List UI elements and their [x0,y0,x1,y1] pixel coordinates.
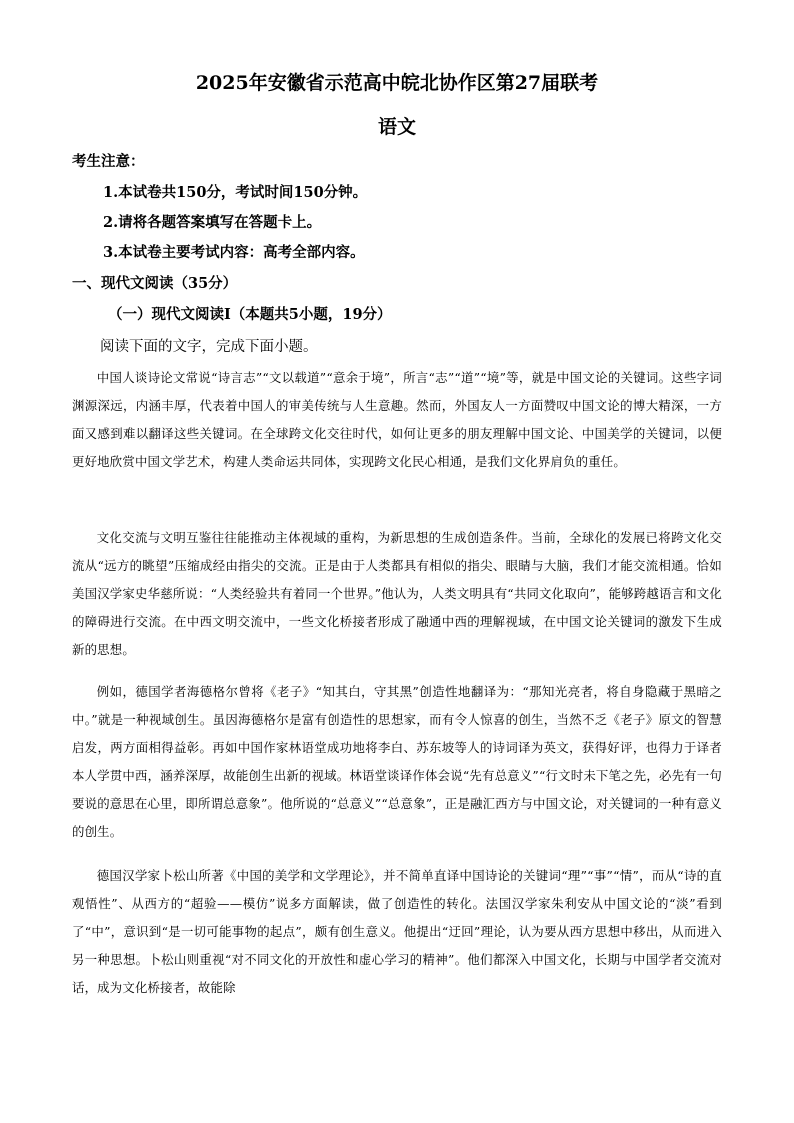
section-heading: 一、现代文阅读（35分） [72,275,238,292]
notice-item-1: 1.本试卷共150分，考试时间150分钟。 [103,184,368,201]
passage-paragraph-1: 中国人谈诗论文常说“诗言志”“文以载道”“意余于境”，所言“志”“道”“境”等，就是中国文论的关键词。这些字词渊源深远，内涵丰厚，代表着中国人的审美传统与人生意趣。然而，外国友人一方面赞叹中国文论的博大精深，一方面又感到难以翻译这些关键词。在全球跨文化交往时代，如何让更多的朋友理解中国文论、中国美学的关键词，以便更好地欣赏中国文学艺术，构建人类命运共同体，实现跨文化民心相通，是我们文化界肩负的重任。 [72,370,722,469]
exam-title: 2025年安徽省示范高中皖北协作区第27届联考 [195,72,599,94]
notice-item-2: 2.请将各题答案填写在答题卡上。 [103,214,322,231]
passage-paragraph-2: 文化交流与文明互鉴往往能推动主体视域的重构，为新思想的生成创造条件。当前，全球化的发展已将跨文化交流从“远方的眺望”压缩成经由指尖的交流。正是由于人类都具有相似的指尖、眼睛与大脑，我们才能交流相通。恰如美国汉学家史华慈所说：“人类经验共有着同一个世界。”他认为，人类文明具有“共同文化取向”，能够跨越语言和文化的障碍进行交流。在中西文明交流中，一些文化桥接者形成了融通中西的理解视域，在中国文论关键词的激发下生成新的思想。 [72,530,722,657]
notice-heading: 考生注意： [72,153,145,170]
passage-paragraph-3: 例如，德国学者海德格尔曾将《老子》“知其白，守其黑”创造性地翻译为：“那知光亮者，将自身隐藏于黑暗之中。”就是一种视域创生。虽因海德格尔是富有创造性的思想家，而有令人惊喜的创生，当然不乏《老子》原文的智慧启发，两方面相得益彰。再如中国作家林语堂成功地将李白、苏东坡等人的诗词译为英文，获得好评，也得力于译者本人学贯中西，涵养深厚，故能创生出新的视域。林语堂谈译作体会说“先有总意义”“行文时未下笔之先，必先有一句要说的意思在心里，即所谓总意象”。他所说的“总意义”“总意象”，正是融汇西方与中国文论，对关键词的一种有意义的创生。 [72,684,722,839]
notice-item-3: 3.本试卷主要考试内容：高考全部内容。 [103,244,365,261]
subject-title: 语文 [377,116,416,138]
reading-instruction: 阅读下面的文字，完成下面小题。 [100,339,318,355]
section-subheading: （一）现代文阅读Ⅰ（本题共5小题，19分） [108,306,392,323]
passage-paragraph-4: 德国汉学家卜松山所著《中国的美学和文学理论》，并不简单直译中国诗论的关键词“理”“事”“情”，而从“诗的直观悟性”、从西方的“超验——模仿”说多方面解读，做了创造性的转化。法国汉学家朱利安从中国文论的“淡”看到了“中”，意识到“是一切可能事物的起点”，颇有创生意义。他提出“迂回”理论，认为要从西方思想中移出，从而进入另一种思想。卜松山则重视“对不同文化的开放性和虚心学习的精神”。他们都深入中国文化，长期与中国学者交流对话，成为文化桥接者，故能除 [72,868,722,995]
